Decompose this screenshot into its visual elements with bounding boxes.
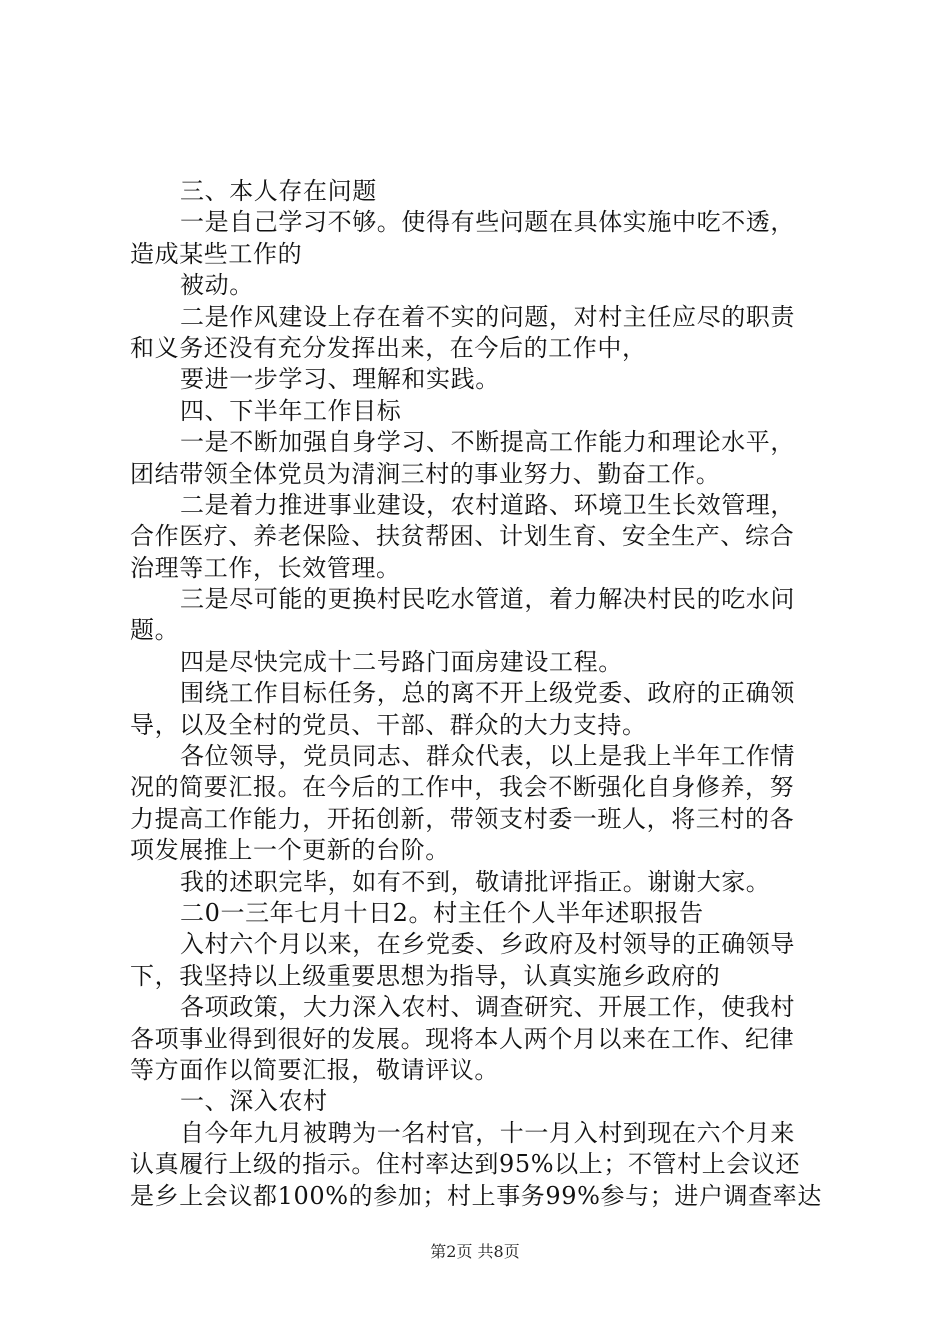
text-line: 合作医疗、养老保险、扶贫帮困、计划生育、安全生产、综合 bbox=[130, 522, 795, 551]
text-line: 各项政策，大力深入农村、调查研究、开展工作，使我村 bbox=[180, 993, 795, 1022]
text-line: 四、下半年工作目标 bbox=[180, 396, 402, 425]
text-line: 项发展推上一个更新的台阶。 bbox=[130, 836, 450, 865]
text-line: 二是着力推进事业建设，农村道路、环境卫生长效管理， bbox=[180, 490, 795, 519]
text-line: 三是尽可能的更换村民吃水管道，着力解决村民的吃水问 bbox=[180, 585, 795, 614]
text-line: 认真履行上级的指示。住村率达到95%以上；不管村上会议还 bbox=[130, 1150, 801, 1179]
text-line: 被动。 bbox=[180, 271, 254, 300]
text-line: 我的述职完毕，如有不到，敬请批评指正。谢谢大家。 bbox=[180, 867, 771, 896]
text-line: 三、本人存在问题 bbox=[180, 177, 377, 205]
text-line: 四是尽快完成十二号路门面房建设工程。 bbox=[180, 647, 623, 676]
text-line: 团结带领全体党员为清涧三村的事业努力、勤奋工作。 bbox=[130, 459, 721, 488]
text-line: 治理等工作，长效管理。 bbox=[130, 553, 401, 582]
text-line: 各位领导，党员同志、群众代表，以上是我上半年工作情 bbox=[180, 742, 795, 771]
text-line: 二0一三年七月十日2。村主任个人半年述职报告 bbox=[180, 898, 704, 927]
text-line: 二是作风建设上存在着不实的问题，对村主任应尽的职责 bbox=[180, 302, 795, 331]
text-line: 题。 bbox=[130, 616, 180, 645]
page-footer: 第2页 共8页 bbox=[430, 1242, 520, 1261]
text-line: 一、深入农村 bbox=[180, 1087, 328, 1116]
text-line: 要进一步学习、理解和实践。 bbox=[180, 365, 500, 394]
text-line: 导，以及全村的党员、干部、群众的大力支持。 bbox=[130, 710, 647, 739]
text-line: 自今年九月被聘为一名村官，十一月入村到现在六个月来 bbox=[180, 1118, 795, 1147]
text-line: 各项事业得到很好的发展。现将本人两个月以来在工作、纪律 bbox=[130, 1024, 795, 1053]
text-line: 况的简要汇报。在今后的工作中，我会不断强化自身修养，努 bbox=[130, 773, 795, 802]
text-line: 下，我坚持以上级重要思想为指导，认真实施乡政府的 bbox=[130, 961, 721, 990]
text-line: 力提高工作能力，开拓创新，带领支村委一班人，将三村的各 bbox=[130, 804, 795, 833]
text-line: 一是不断加强自身学习、不断提高工作能力和理论水平， bbox=[180, 428, 795, 457]
text-line: 造成某些工作的 bbox=[130, 239, 303, 268]
text-line: 等方面作以简要汇报，敬请评议。 bbox=[130, 1055, 499, 1084]
text-line: 是乡上会议都100%的参加；村上事务99%参与；进户调查率达 bbox=[130, 1181, 822, 1210]
text-line: 和义务还没有充分发挥出来，在今后的工作中， bbox=[130, 333, 647, 362]
text-line: 一是自己学习不够。使得有些问题在具体实施中吃不透， bbox=[180, 208, 795, 237]
text-line: 围绕工作目标任务，总的离不开上级党委、政府的正确领 bbox=[180, 679, 795, 708]
text-line: 入村六个月以来，在乡党委、乡政府及村领导的正确领导 bbox=[180, 930, 795, 959]
document-body bbox=[130, 176, 836, 1212]
